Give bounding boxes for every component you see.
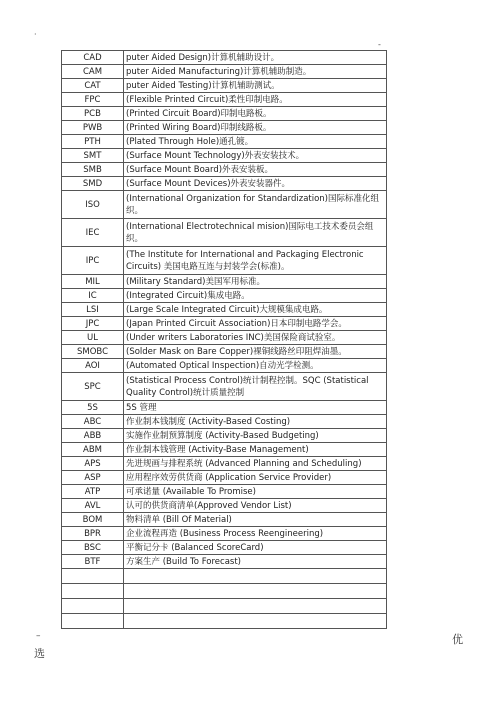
table-row [62,303,387,317]
abbr-cell [62,599,124,614]
footer-left-glyph: 选 [34,647,45,660]
abbr-cell: SMD [62,177,124,191]
table-row [62,51,387,65]
desc-cell: 可承诺量 (Available To Promise) [124,485,387,499]
table-row [62,569,387,584]
corner-mark-top-left: · [34,30,37,39]
abbr-cell: ABC [62,415,124,429]
desc-cell: (The Institute for International and Packaging Electronic Circuits) 美国电路互连与封装学会(标准)。 [124,247,387,275]
abbr-cell: BTF [62,555,124,569]
abbr-cell: ABB [62,429,124,443]
table-row [62,429,387,443]
table-row [62,527,387,541]
desc-cell: 物料清单 (Bill Of Material) [124,513,387,527]
abbr-cell: SMB [62,163,124,177]
desc-cell: (Plated Through Hole)通孔镀。 [124,135,387,149]
desc-cell: 平衡记分卡 (Balanced ScoreCard) [124,541,387,555]
footer-right-glyph: 优 [452,633,463,646]
abbr-cell: BOM [62,513,124,527]
desc-cell: puter Aided Design)计算机辅助设计。 [124,51,387,65]
table-row [62,401,387,415]
desc-cell: (Large Scale Integrated Circuit)大规模集成电路。 [124,303,387,317]
abbr-cell [62,614,124,629]
table-row [62,219,387,247]
abbr-cell: FPC [62,93,124,107]
abbr-cell: ASP [62,471,124,485]
table-row [62,93,387,107]
abbreviation-table [61,50,387,629]
table-row [62,584,387,599]
desc-cell: 方案生产 (Build To Forecast) [124,555,387,569]
table-row [62,443,387,457]
desc-cell: 实施作业制预算制度 (Activity-Based Budgeting) [124,429,387,443]
desc-cell: 作业制本钱制度 (Activity-Based Costing) [124,415,387,429]
desc-cell: 先进规画与排程系统 (Advanced Planning and Scheduling) [124,457,387,471]
abbr-cell: SMOBC [62,345,124,359]
abbr-cell: SMT [62,149,124,163]
table-row [62,513,387,527]
abbr-cell: BPR [62,527,124,541]
desc-cell [124,584,387,599]
abbr-cell: IPC [62,247,124,275]
table-row [62,191,387,219]
abbr-cell: APS [62,457,124,471]
table-row [62,177,387,191]
desc-cell: (Automated Optical Inspection)自动光学检测。 [124,359,387,373]
desc-cell: 5S 管理 [124,401,387,415]
abbr-cell: JPC [62,317,124,331]
table-row [62,331,387,345]
abbr-cell: ABM [62,443,124,457]
table-row [62,247,387,275]
table-row [62,555,387,569]
desc-cell: 应用程序效劳供货商 (Application Service Provider) [124,471,387,485]
abbr-cell: IEC [62,219,124,247]
corner-mark-top-right: - [378,40,381,49]
desc-cell: (Flexible Printed Circuit)柔性印制电路。 [124,93,387,107]
desc-cell: 认可的供货商清单(Approved Vendor List) [124,499,387,513]
desc-cell: (Printed Wiring Board)印制线路板。 [124,121,387,135]
abbr-cell: BSC [62,541,124,555]
desc-cell [124,569,387,584]
desc-cell: (Printed Circuit Board)印制电路板。 [124,107,387,121]
desc-cell: 作业制本钱管理 (Activity-Base Management) [124,443,387,457]
table-row [62,373,387,401]
desc-cell: (Surface Mount Board)外表安装板。 [124,163,387,177]
desc-cell: puter Aided Manufacturing)计算机辅助制造。 [124,65,387,79]
desc-cell: (Surface Mount Devices)外表安装器件。 [124,177,387,191]
abbr-cell: 5S [62,401,124,415]
desc-cell: (Integrated Circuit)集成电路。 [124,289,387,303]
abbr-cell: PWB [62,121,124,135]
abbr-cell: CAM [62,65,124,79]
abbr-cell: LSI [62,303,124,317]
table-row [62,599,387,614]
table-row [62,345,387,359]
abbr-cell: AVL [62,499,124,513]
abbr-cell: PTH [62,135,124,149]
abbr-cell: PCB [62,107,124,121]
abbr-cell: SPC [62,373,124,401]
abbr-cell: CAD [62,51,124,65]
table-row [62,149,387,163]
table-row [62,289,387,303]
desc-cell: (International Electrotechnical mision)国际电工技术委员会组织。 [124,219,387,247]
desc-cell: (Solder Mask on Bare Copper)裸铜线路丝印阻焊油墨。 [124,345,387,359]
table-row [62,415,387,429]
table-row [62,121,387,135]
table-row [62,65,387,79]
desc-cell: (Military Standard)美国军用标准。 [124,275,387,289]
desc-cell: puter Aided Testing)计算机辅助测试。 [124,79,387,93]
abbr-cell [62,584,124,599]
abbr-cell: UL [62,331,124,345]
table-row [62,471,387,485]
abbr-cell: ISO [62,191,124,219]
table-row [62,107,387,121]
table-row [62,275,387,289]
footer-dash: – [36,631,41,641]
abbr-cell: MIL [62,275,124,289]
desc-cell [124,599,387,614]
table-row [62,317,387,331]
table-row [62,79,387,93]
table-row [62,541,387,555]
desc-cell: (Surface Mount Technology)外表安装技术。 [124,149,387,163]
abbr-cell: IC [62,289,124,303]
table-row [62,359,387,373]
table-row [62,499,387,513]
desc-cell [124,614,387,629]
desc-cell: (Under writers Laboratories INC)美国保险商试验室。 [124,331,387,345]
abbr-cell [62,569,124,584]
abbr-cell: CAT [62,79,124,93]
table-row [62,457,387,471]
table-row [62,614,387,629]
desc-cell: (Statistical Process Control)统计制程控制。SQC (Statistical Quality Control)统计质量控制 [124,373,387,401]
table-row [62,163,387,177]
table-row [62,485,387,499]
desc-cell: (Japan Printed Circuit Association)日本印制电路学会。 [124,317,387,331]
desc-cell: (International Organization for Standardization)国际标准化组织。 [124,191,387,219]
desc-cell: 企业流程再造 (Business Process Reengineering) [124,527,387,541]
abbr-cell: AOI [62,359,124,373]
abbr-cell: ATP [62,485,124,499]
table-row [62,135,387,149]
